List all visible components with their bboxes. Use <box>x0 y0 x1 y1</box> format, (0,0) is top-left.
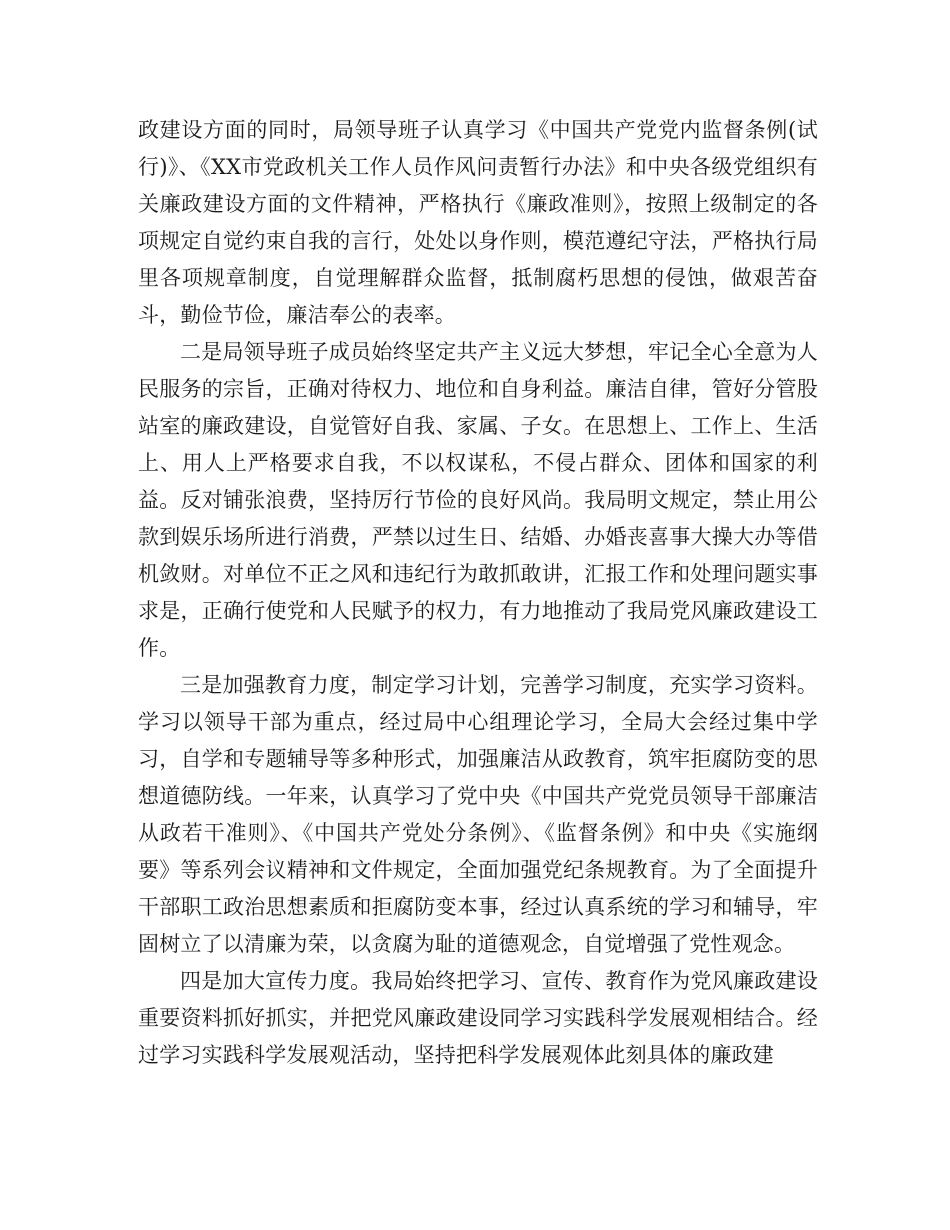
paragraph-4: 四是加大宣传力度。我局始终把学习、宣传、教育作为党风廉政建设重要资料抓好抓实，并把党风廉政建设同学习实践科学发展观相结合。经过学习实践科学发展观活动，坚持把科学发展观体此刻具体的廉政建 <box>138 969 818 1067</box>
paragraph-1: 政建设方面的同时，局领导班子认真学习《中国共产党党内监督条例(试行)》、《XX市党政机关工作人员作风问责暂行办法》和中央各级党组织有关廉政建设方面的文件精神，严格执行《廉政准则》，按照上级制定的各项规定自觉约束自我的言行，处处以身作则，模范遵纪守法，严格执行局里各项规章制度，自觉理解群众监督，抵制腐朽思想的侵蚀，做艰苦奋斗，勤俭节俭，廉洁奉公的表率。 <box>138 118 818 327</box>
paragraph-3: 三是加强教育力度，制定学习计划，完善学习制度，充实学习资料。学习以领导干部为重点，经过局中心组理论学习，全局大会经过集中学习，自学和专题辅导等多种形式，加强廉洁从政教育，筑牢拒腐防变的思想道德防线。一年来，认真学习了党中央《中国共产党党员领导干部廉洁从政若干准则》、《中国共产党处分条例》、《监督条例》和中央《实施纲要》等系列会议精神和文件规定，全面加强党纪条规教育。为了全面提升干部职工政治思想素质和拒腐防变本事，经过认真系统的学习和辅导，牢固树立了以清廉为荣，以贪腐为耻的道德观念，自觉增强了党性观念。 <box>138 673 818 956</box>
paragraph-2: 二是局领导班子成员始终坚定共产主义远大梦想，牢记全心全意为人民服务的宗旨，正确对待权力、地位和自身利益。廉洁自律，管好分管股站室的廉政建设，自觉管好自我、家属、子女。在思想上、工作上、生活上、用人上严格要求自我，不以权谋私，不侵占群众、团体和国家的利益。反对铺张浪费，坚持厉行节俭的良好风尚。我局明文规定，禁止用公款到娱乐场所进行消费，严禁以过生日、结婚、办婚丧喜事大操大办等借机敛财。对单位不正之风和违纪行为敢抓敢讲，汇报工作和处理问题实事求是，正确行使党和人民赋予的权力，有力地推动了我局党风廉政建设工作。 <box>138 340 818 660</box>
document-body <box>138 112 818 1074</box>
